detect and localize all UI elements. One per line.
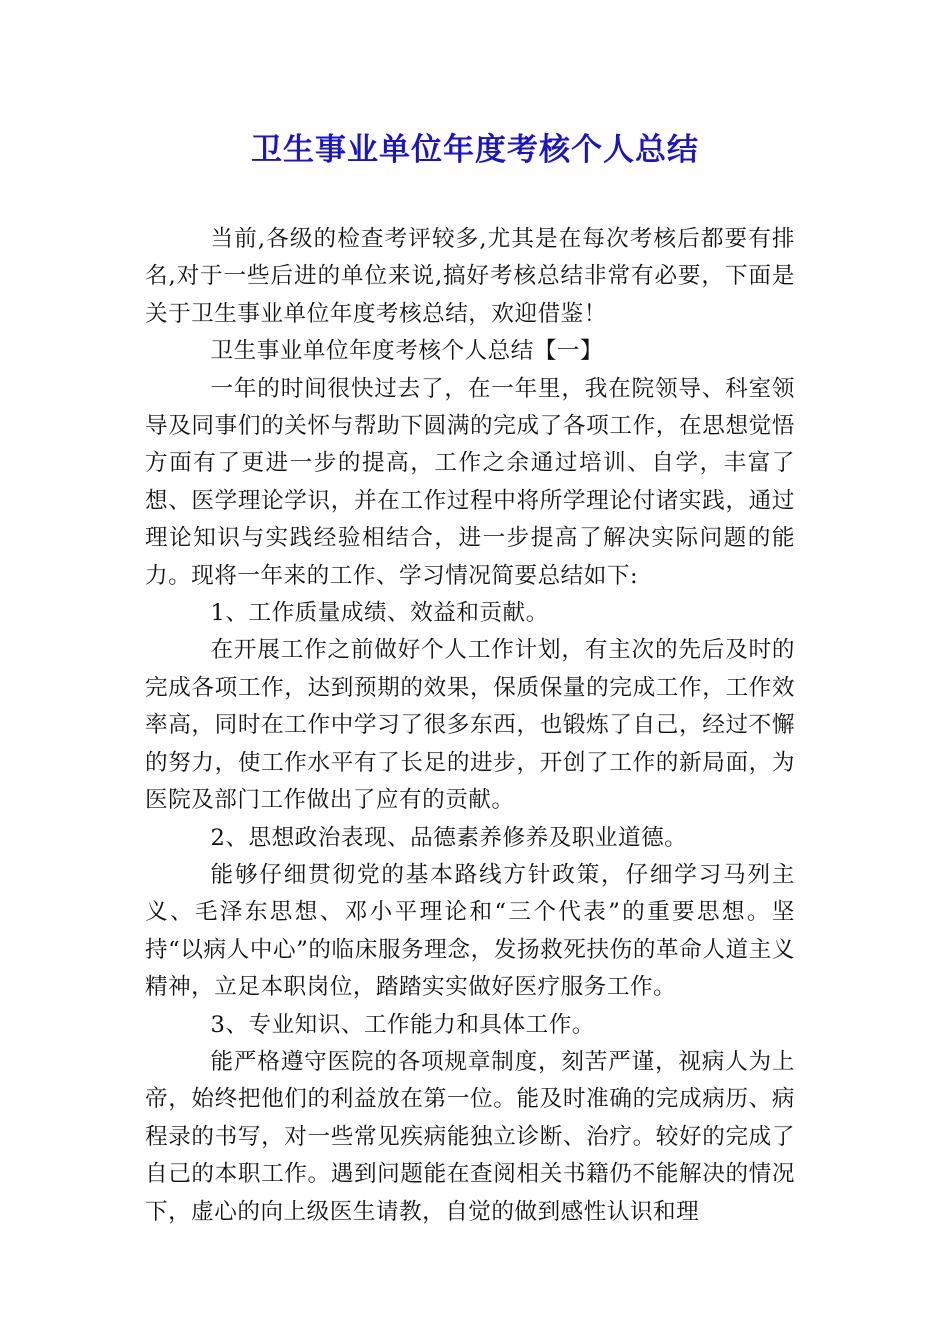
body-paragraph: 在开展工作之前做好个人工作计划，有主次的先后及时的完成各项工作，达到预期的效果，保质保量的完成工作，工作效率高，同时在工作中学习了很多东西，也锻炼了自己，经过不懈的努力，使工作水平有了长足的进步，开创了工作的新局面，为医院及部门工作做出了应有的贡献。: [145, 637, 795, 814]
intro-paragraph: 当前,各级的检查考评较多,尤其是在每次考核后都要有排名,对于一些后进的单位来说,搞好考核总结非常有必要，下面是关于卫生事业单位年度考核总结，欢迎借鉴！: [145, 226, 795, 327]
document-title: 卫生事业单位年度考核个人总结: [251, 132, 699, 168]
item-heading-2: 2、思想政治表现、品德素养修养及职业道德。: [210, 824, 688, 851]
body-paragraph: 一年的时间很快过去了，在一年里，我在院领导、科室领导及同事们的关怀与帮助下圆满的完成了各项工作，在思想觉悟方面有了更进一步的提高，工作之余通过培训、自学，丰富了想、医学理论学识，并在工作过程中将所学理论付诸实践，通过理论知识与实践经验相结合，进一步提高了解决实际问题的能力。现将一年来的工作、学习情况简要总结如下:: [145, 375, 795, 589]
item-heading-3: 3、专业知识、工作能力和具体工作。: [210, 1011, 595, 1038]
section-heading: 卫生事业单位年度考核个人总结【一】: [210, 338, 604, 365]
document-body: [145, 221, 795, 1231]
body-paragraph: 能严格遵守医院的各项规章制度，刻苦严谨，视病人为上帝，始终把他们的利益放在第一位。能及时准确的完成病历、病程录的书写，对一些常见疾病能独立诊断、治疗。较好的完成了自己的本职工作。遇到问题能在查阅相关书籍仍不能解决的情况下，虚心的向上级医生请教，自觉的做到感性认识和理: [145, 1048, 795, 1225]
item-heading-1: 1、工作质量成绩、效益和贡献。: [210, 600, 549, 627]
body-paragraph: 能够仔细贯彻党的基本路线方针政策，仔细学习马列主义、毛泽东思想、邓小平理论和“三个代表”的重要思想。坚持“以病人中心”的临床服务理念，发扬救死扶伤的革命人道主义精神，立足本职岗位，踏踏实实做好医疗服务工作。: [145, 861, 795, 1001]
